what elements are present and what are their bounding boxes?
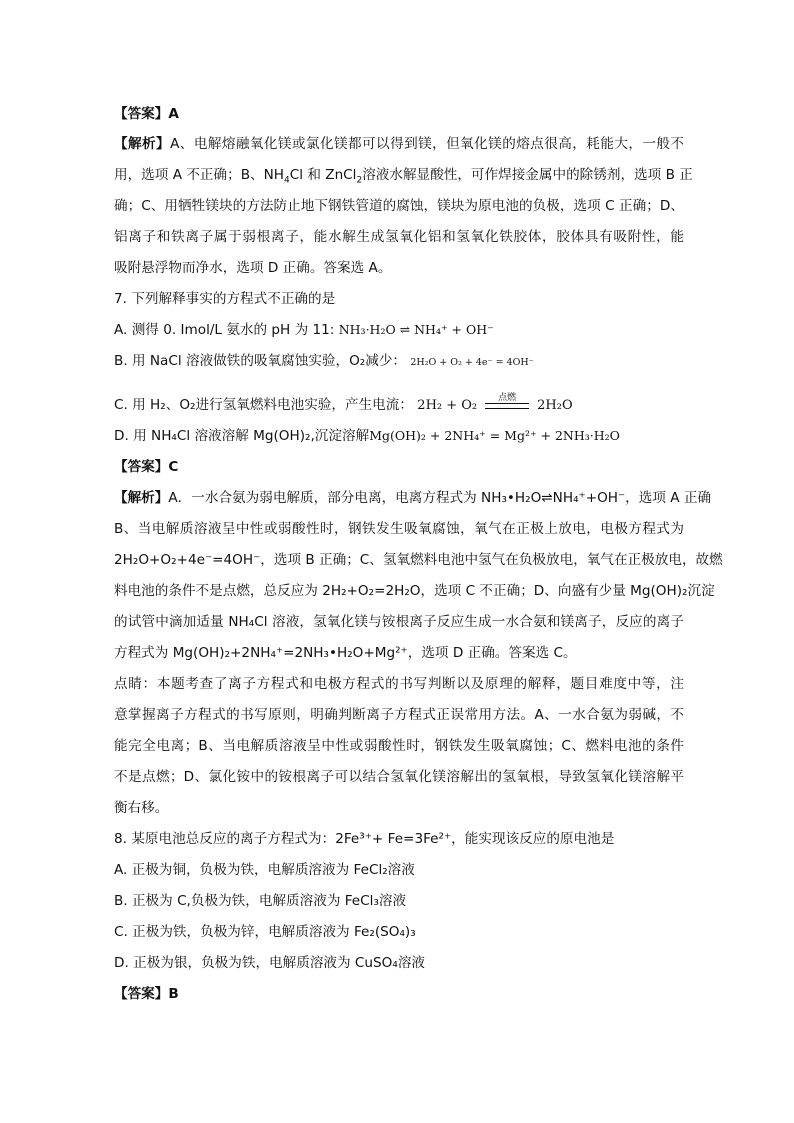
question-8-option-d: D. 正极为银，负极为铁，电解质溶液为 CuSO₄溶液 bbox=[114, 955, 426, 971]
answer-7: 【答案】C bbox=[114, 459, 179, 475]
question-8-option-a: A. 正极为铜，负极为铁，电解质溶液为 FeCl₂溶液 bbox=[114, 862, 415, 878]
explanation-6-line-3: 确；C、用牺牲镁块的方法防止地下钢铁管道的腐蚀，镁块为原电池的负极，选项 C 正确；D、 bbox=[114, 198, 684, 214]
explanation-7-line-3: 2H₂O+O₂+4e⁻=4OH⁻，选项 B 正确；C、氢氧燃料电池中氢气在负极放电，氧气在正极放电，故燃 bbox=[114, 552, 723, 568]
question-8-option-b: B. 正极为 C,负极为铁，电解质溶液为 FeCl₃溶液 bbox=[114, 893, 407, 909]
tip-line-2: 意掌握离子方程式的书写原则，明确判断离子方程式正误常用方法。A、一水合氨为弱碱，不 bbox=[114, 707, 684, 723]
tip-line-1: 点睛：本题考查了离子方程式和电极方程式的书写判断以及原理的解释，题目难度中等，注 bbox=[114, 676, 684, 692]
question-7-option-c: C. 用 H₂、O₂进行氢氧燃料电池实验，产生电流： 2H₂ + O₂ 点燃 2H₂O bbox=[114, 392, 573, 413]
answer-8: 【答案】B bbox=[114, 986, 179, 1002]
explanation-6-line-2: 用，选项 A 不正确；B、$NH_4Cl$ 和 ZnCl$_2$溶液水解显酸性，可作焊接金属中的除锈剂，选项 B 正 bbox=[114, 167, 693, 186]
explanation-7-line-5: 的试管中滴加适量 NH₄Cl 溶液，氢氧化镁与铵根离子反应生成一水合氨和镁离子，反应的离子 bbox=[114, 614, 684, 630]
formula-a: NH₃·H₂O ⇌ NH₄⁺ + OH⁻ bbox=[338, 322, 494, 337]
question-7-option-b: B. 用 NaCl 溶液做铁的吸氧腐蚀实验，O₂减少： 2H₂O + O₂ + 4e⁻ = 4OH⁻ bbox=[114, 353, 534, 369]
explanation-label: 【解析】 bbox=[114, 136, 171, 152]
explanation-6-line-5: 吸附悬浮物而净水，选项 D 正确。答案选 A。 bbox=[114, 260, 392, 276]
tip-line-5: 衡右移。 bbox=[114, 800, 169, 816]
explanation-7-line-2: B、当电解质溶液呈中性或弱酸性时，钢铁发生吸氧腐蚀，氧气在正极上放电，电极方程式为 bbox=[114, 521, 684, 537]
answer-6: 【答案】A bbox=[114, 106, 179, 122]
formula-b: 2H₂O + O₂ + 4e⁻ = 4OH⁻ bbox=[410, 357, 534, 368]
explanation-6-line-1: 【解析】A、电解熔融氧化镁或氯化镁都可以得到镁，但氧化镁的熔点很高，耗能大，一般不 bbox=[114, 136, 685, 152]
explanation-6-line-4: 铝离子和铁离子属于弱根离子，能水解生成氢氧化铝和氢氧化铁胶体，胶体具有吸附性，能 bbox=[114, 229, 684, 245]
formula-d: Mg(OH)₂ + 2NH₄⁺ = Mg²⁺ + 2NH₃·H₂O bbox=[369, 428, 620, 443]
question-8: 8. 某原电池总反应的离子方程式为：2Fe³⁺+ Fe=3Fe²⁺，能实现该反应的原电池是 bbox=[114, 831, 615, 847]
tip-line-4: 不是点燃；D、氯化铵中的铵根离子可以结合氢氧化镁溶解出的氢氧根，导致氢氧化镁溶解平 bbox=[114, 769, 684, 785]
formula-c: 2H₂ + O₂ 点燃 2H₂O bbox=[417, 392, 573, 413]
explanation-7-line-4: 料电池的条件不是点燃，总反应为 2H₂+O₂=2H₂O，选项 C 不正确；D、向盛有少量 Mg(OH)₂沉淀 bbox=[114, 583, 715, 599]
question-7-option-a: A. 测得 0. Imol/L 氨水的 pH 为 11: NH₃·H₂O ⇌ NH₄⁺ + OH⁻ bbox=[114, 322, 494, 338]
question-8-option-c: C. 正极为铁，负极为锌，电解质溶液为 Fe₂(SO₄)₃ bbox=[114, 924, 416, 940]
question-7-option-d: D. 用 NH₄Cl 溶液溶解 Mg(OH)₂,沉淀溶解Mg(OH)₂ + 2NH₄⁺ = Mg²⁺ + 2NH₃·H₂O bbox=[114, 428, 620, 444]
explanation-7-line-6: 方程式为 Mg(OH)₂+2NH₄⁺=2NH₃•H₂O+Mg²⁺，选项 D 正确。答案选 C。 bbox=[114, 645, 577, 661]
explanation-7-line-1: 【解析】A．一水合氨为弱电解质，部分电离，电离方程式为 NH₃•H₂O⇌NH₄⁺+OH⁻，选项 A 正确 bbox=[114, 490, 712, 506]
question-7: 7. 下列解释事实的方程式不正确的是 bbox=[114, 291, 336, 307]
tip-line-3: 能完全电离；B、当电解质溶液呈中性或弱酸性时，钢铁发生吸氧腐蚀；C、燃料电池的条件 bbox=[114, 738, 684, 754]
